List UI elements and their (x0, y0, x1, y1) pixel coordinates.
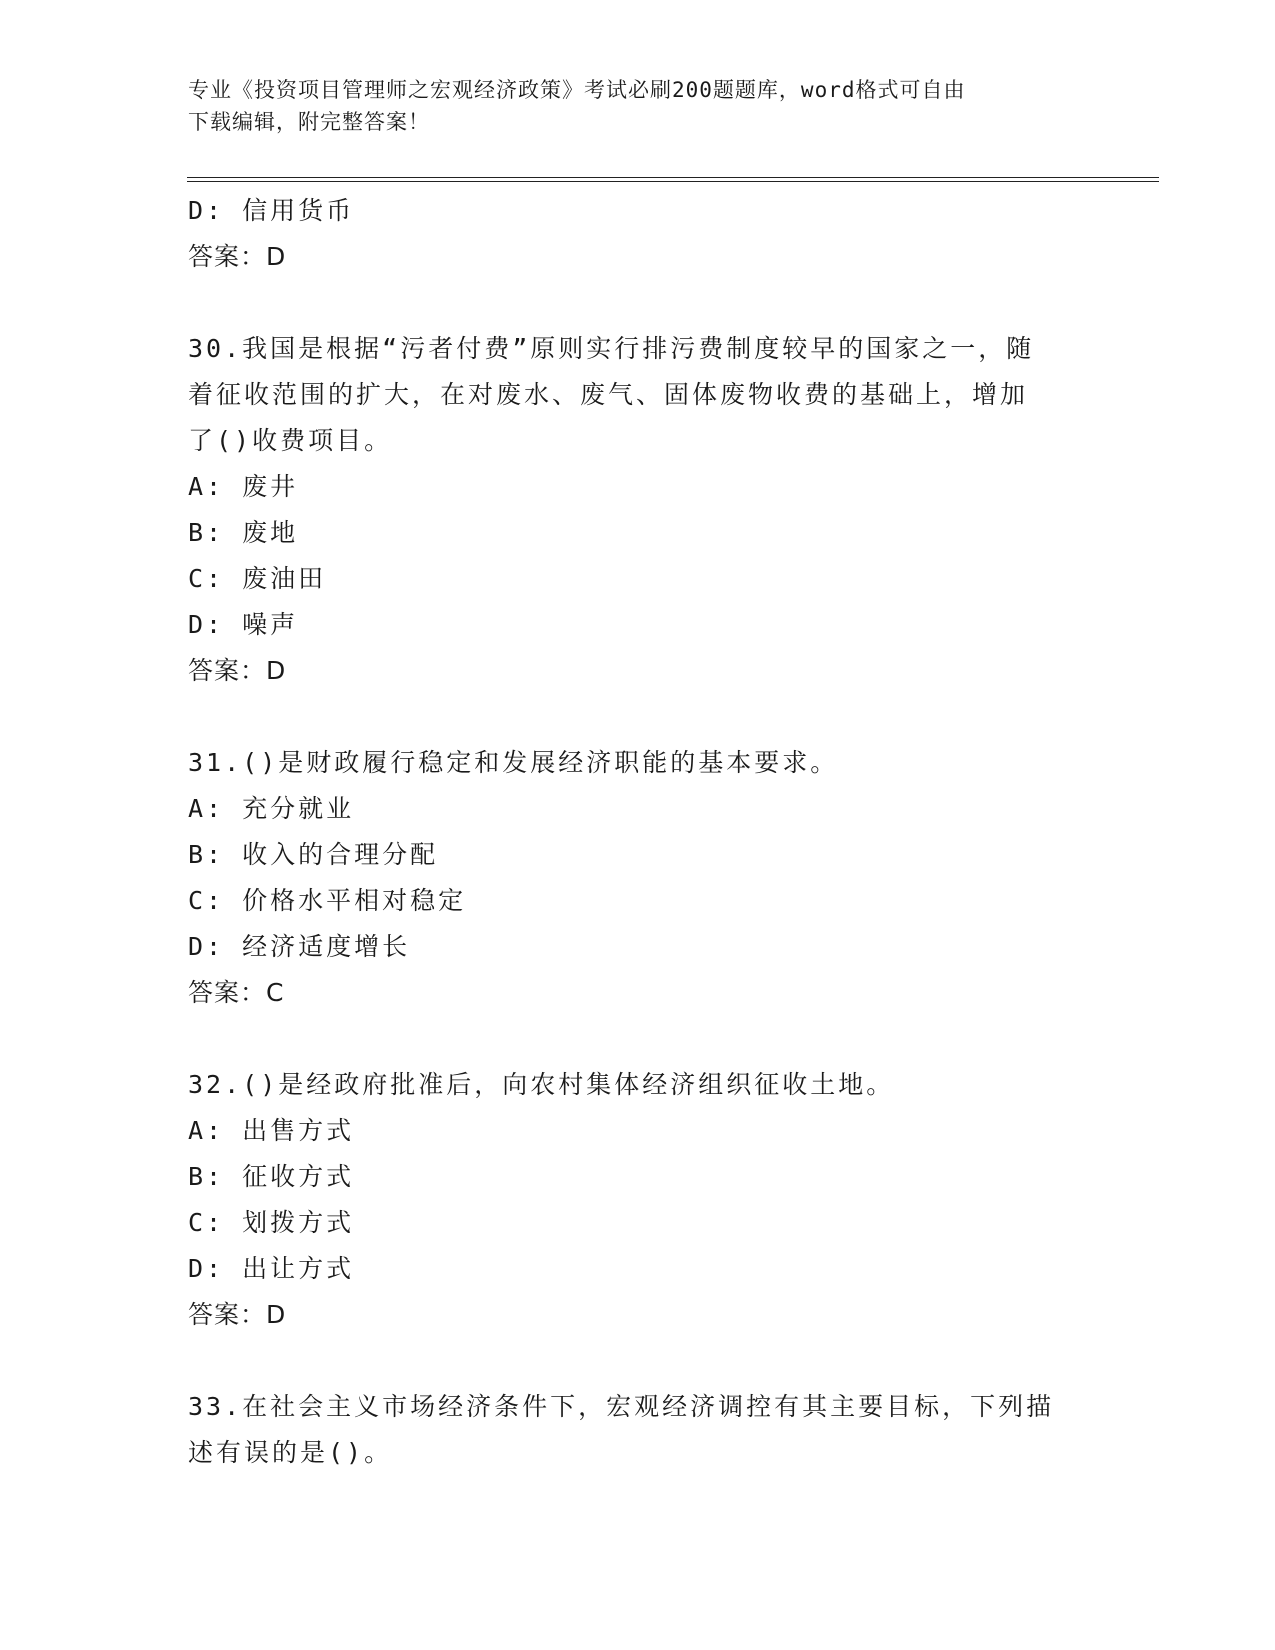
question-31 (188, 740, 1088, 1016)
question-text-line-1: 33.在社会主义市场经济条件下，宏观经济调控有其主要目标，下列描 (188, 1392, 1055, 1421)
option-c: C: 划拨方式 (188, 1208, 355, 1237)
question-list (188, 188, 1088, 1476)
question-text-line-2: 述有误的是()。 (188, 1438, 393, 1467)
header-line-2: 下载编辑，附完整答案！ (188, 110, 430, 134)
option-a: A: 充分就业 (188, 794, 355, 823)
question-text-line-1: 32.()是经政府批准后，向农村集体经济组织征收土地。 (188, 1070, 895, 1099)
answer-label: 答案：D (188, 656, 287, 685)
question-text (188, 1384, 1068, 1476)
header-line-1: 专业《投资项目管理师之宏观经济政策》考试必刷200题题库，word格式可自由 (188, 78, 966, 102)
answer-label: 答案：D (188, 242, 287, 271)
option-a: A: 出售方式 (188, 1116, 355, 1145)
question-text-line-1: 31.()是财政履行稳定和发展经济职能的基本要求。 (188, 748, 839, 777)
answer-label: 答案：D (188, 1300, 287, 1329)
question-30 (188, 326, 1088, 694)
question-text (188, 326, 1068, 464)
question-32 (188, 1062, 1088, 1338)
option-b: B: 废地 (188, 518, 299, 547)
option-d: D: 出让方式 (188, 1254, 355, 1283)
question-text-line-1: 30.我国是根据“污者付费”原则实行排污费制度较早的国家之一，随 (188, 334, 1035, 363)
document-header (188, 74, 1088, 138)
answer-label: 答案：C (188, 978, 285, 1007)
option-d: D: 噪声 (188, 610, 299, 639)
header-divider (187, 177, 1159, 182)
question-text-line-3: 了()收费项目。 (188, 426, 393, 455)
option-b: B: 收入的合理分配 (188, 840, 439, 869)
option-a: A: 废井 (188, 472, 299, 501)
question-text-line-2: 着征收范围的扩大，在对废水、废气、固体废物收费的基础上，增加 (188, 380, 1029, 409)
option-d: D: 经济适度增长 (188, 932, 411, 961)
question-text (188, 1062, 1068, 1108)
option-b: B: 征收方式 (188, 1162, 355, 1191)
option-c: C: 废油田 (188, 564, 327, 593)
question-text (188, 740, 1068, 786)
option-d: D: 信用货币 (188, 196, 355, 225)
question-33 (188, 1384, 1088, 1476)
option-c: C: 价格水平相对稳定 (188, 886, 467, 915)
